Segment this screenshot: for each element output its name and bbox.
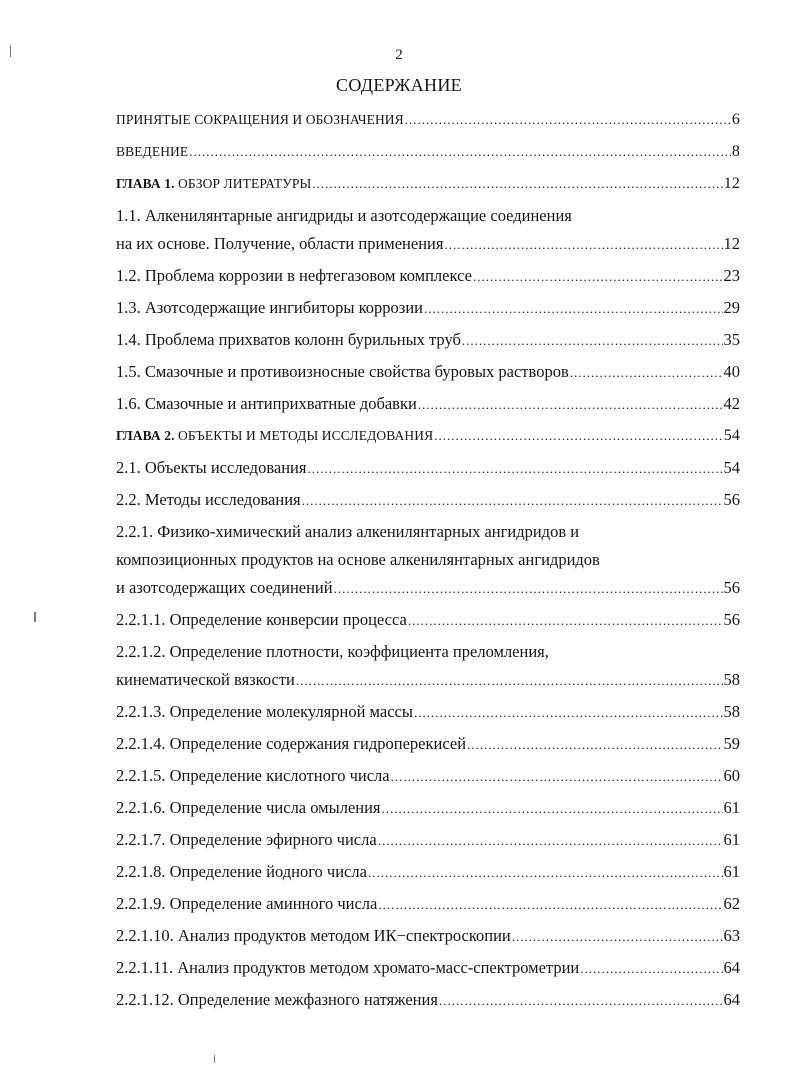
toc-page-number: 42	[723, 394, 740, 413]
toc-entry	[116, 796, 740, 820]
toc-entry-text: ОБЪЕКТЫ И МЕТОДЫ ИССЛЕДОВАНИЯ	[174, 428, 434, 443]
toc-entry	[116, 424, 740, 448]
toc-entry-label	[116, 956, 579, 980]
dot-leader	[462, 329, 723, 353]
toc-page-number: 6	[731, 111, 740, 128]
toc-entry-text: 2.2.1.7. Определение эфирного числа	[116, 830, 377, 849]
toc-page-number: 8	[731, 143, 740, 160]
dot-leader	[312, 172, 722, 196]
toc-entry	[116, 296, 740, 320]
toc-entry-text: 2.2.1.12. Определение межфазного натяжения	[116, 990, 438, 1009]
toc-entry-text: 2.2.1.4. Определение содержания гидроперекисей	[116, 734, 467, 753]
toc-entry	[116, 140, 740, 164]
toc-entry	[116, 764, 740, 788]
toc-entry-label	[116, 924, 511, 948]
toc-entry	[116, 956, 740, 980]
toc-page-number: 12	[723, 234, 740, 253]
scan-mark	[34, 612, 36, 622]
toc-page-number: 23	[723, 266, 740, 285]
toc-entry	[116, 172, 740, 196]
toc-entry	[116, 488, 740, 512]
toc-entry	[116, 360, 740, 384]
toc-entry	[116, 392, 740, 416]
toc-page-number: 35	[723, 330, 740, 349]
toc-entry-text: 1.5. Смазочные и противоизносные свойства буровых растворов	[116, 362, 569, 381]
dot-leader	[378, 893, 722, 917]
toc-entry-text: 2.2.1.3. Определение молекулярной массы	[116, 702, 413, 721]
toc-page-number: 58	[723, 702, 740, 721]
toc-entry	[116, 108, 740, 132]
toc-entry-text: 2.2.1.5. Определение кислотного числа	[116, 766, 390, 785]
toc-page-number: 56	[723, 490, 740, 509]
toc-entry	[116, 520, 740, 544]
toc-entry	[116, 860, 740, 884]
toc-entry	[116, 892, 740, 916]
toc-page-number: 12	[723, 175, 740, 192]
toc-entry	[116, 828, 740, 852]
toc-entry-label	[116, 140, 188, 164]
dot-leader	[418, 393, 723, 417]
toc-page-number: 29	[723, 298, 740, 317]
toc-page-number: 63	[723, 926, 740, 945]
toc-entry-text: кинематической вязкости	[116, 670, 295, 689]
toc-entry-label	[116, 392, 417, 416]
toc-entry	[116, 232, 740, 256]
dot-leader	[408, 609, 723, 633]
toc-entry-text: 2.2.1.10. Анализ продуктов методом ИК−спектроскопии	[116, 926, 511, 945]
dot-leader	[414, 701, 723, 725]
toc-page-number: 56	[723, 578, 740, 597]
toc-entry-label	[116, 108, 404, 132]
toc-page-number: 61	[723, 798, 740, 817]
dot-leader	[512, 925, 723, 949]
toc-entry-text: 1.4. Проблема прихватов колонн бурильных труб	[116, 330, 461, 349]
toc-entry	[116, 548, 740, 572]
toc-entry-text: на их основе. Получение, области применения	[116, 234, 444, 253]
toc-entry-label: 2.2.1. Физико-химический анализ алкенилянтарных ангидридов и	[116, 522, 580, 541]
chapter-label: ГЛАВА 1.	[116, 176, 175, 191]
toc-entry-label	[116, 576, 333, 600]
toc-entry-text: 1.6. Смазочные и антиприхватные добавки	[116, 394, 417, 413]
toc-entry-label	[116, 172, 311, 196]
toc-entry-text: 2.2.1.1. Определение конверсии процесса	[116, 610, 407, 629]
chapter-label: ГЛАВА 2.	[116, 428, 175, 443]
dot-leader	[473, 265, 723, 289]
toc-page-number: 64	[723, 990, 740, 1009]
toc-page-number: 61	[723, 862, 740, 881]
dot-leader	[434, 424, 723, 448]
toc-entry	[116, 924, 740, 948]
toc-entry-label	[116, 456, 306, 480]
dot-leader	[368, 861, 723, 885]
dot-leader	[439, 989, 723, 1013]
toc-page-number: 64	[723, 958, 740, 977]
scan-mark	[10, 45, 11, 57]
toc-page-number: 58	[723, 670, 740, 689]
dot-leader	[467, 733, 722, 757]
page-number: 2	[395, 47, 403, 63]
dot-leader	[424, 297, 723, 321]
toc-entry-label	[116, 668, 295, 692]
toc-entry	[116, 668, 740, 692]
dot-leader	[189, 140, 731, 164]
toc-entry-text: ОБЗОР ЛИТЕРАТУРЫ	[174, 176, 312, 191]
toc-entry-label	[116, 796, 381, 820]
toc-entry	[116, 328, 740, 352]
toc-entry-text: ВВЕДЕНИЕ	[116, 144, 189, 159]
dot-leader	[307, 457, 722, 481]
toc-entry-text: 2.1. Объекты исследования	[116, 458, 307, 477]
toc-entry-label	[116, 892, 377, 916]
page-title: СОДЕРЖАНИЕ	[336, 75, 462, 95]
toc-entry-label	[116, 232, 443, 256]
toc-entry	[116, 456, 740, 480]
toc-entry-label	[116, 360, 569, 384]
toc-entry-text: и азотсодержащих соединений	[116, 578, 333, 597]
toc-page-number: 60	[723, 766, 740, 785]
toc-page-number: 40	[723, 362, 740, 381]
toc-entry	[116, 732, 740, 756]
toc-entry-label	[116, 328, 461, 352]
dot-leader	[570, 361, 723, 385]
toc-entry	[116, 988, 740, 1012]
toc-page-number: 62	[723, 894, 740, 913]
toc-entry-text: ПРИНЯТЫЕ СОКРАЩЕНИЯ И ОБОЗНАЧЕНИЯ	[116, 112, 404, 127]
toc-entry	[116, 608, 740, 632]
toc-entry-label	[116, 700, 413, 724]
toc-entry-label	[116, 860, 367, 884]
toc-entry-label	[116, 264, 472, 288]
dot-leader	[378, 829, 723, 853]
toc-entry	[116, 264, 740, 288]
toc-entry	[116, 700, 740, 724]
toc-entry-text: 2.2.1.9. Определение аминного числа	[116, 894, 378, 913]
toc-page-number: 56	[723, 610, 740, 629]
toc-entry-text: 1.3. Азотсодержащие ингибиторы коррозии	[116, 298, 423, 317]
scan-mark	[214, 1055, 215, 1063]
dot-leader	[580, 957, 722, 981]
toc-entry-label	[116, 296, 423, 320]
toc-page-number: 54	[723, 458, 740, 477]
toc-page-number: 59	[723, 734, 740, 753]
dot-leader	[296, 669, 723, 693]
toc-entry-label	[116, 732, 466, 756]
toc-entry-label: 2.2.1.2. Определение плотности, коэффициента преломления,	[116, 642, 549, 661]
toc-entry	[116, 576, 740, 600]
toc-entry-text: 2.2.1.6. Определение числа омыления	[116, 798, 381, 817]
dot-leader	[302, 489, 723, 513]
toc-entry-text: 2.2. Методы исследования	[116, 490, 301, 509]
toc-page-number: 61	[723, 830, 740, 849]
dot-leader	[382, 797, 723, 821]
toc-entry-label: композиционных продуктов на основе алкенилянтарных ангидридов	[116, 550, 600, 569]
toc-entry	[116, 640, 740, 664]
toc-entry-label	[116, 488, 301, 512]
toc-entry-label	[116, 424, 433, 448]
toc-entry-label	[116, 764, 390, 788]
dot-leader	[405, 108, 731, 132]
dot-leader	[334, 577, 723, 601]
toc-entry-label: 1.1. Алкенилянтарные ангидриды и азотсодержащие соединения	[116, 206, 572, 225]
toc-entry-label	[116, 828, 377, 852]
toc-entry-text: 1.2. Проблема коррозии в нефтегазовом комплексе	[116, 266, 472, 285]
toc-entry-text: 2.2.1.8. Определение йодного числа	[116, 862, 367, 881]
dot-leader	[391, 765, 723, 789]
toc-entry-label	[116, 988, 438, 1012]
toc-entry	[116, 204, 740, 228]
toc-page-number: 54	[723, 427, 740, 444]
toc-entry-label	[116, 608, 407, 632]
toc-entry-text: 2.2.1.11. Анализ продуктов методом хромато-масс-спектрометрии	[116, 958, 580, 977]
dot-leader	[444, 233, 722, 257]
